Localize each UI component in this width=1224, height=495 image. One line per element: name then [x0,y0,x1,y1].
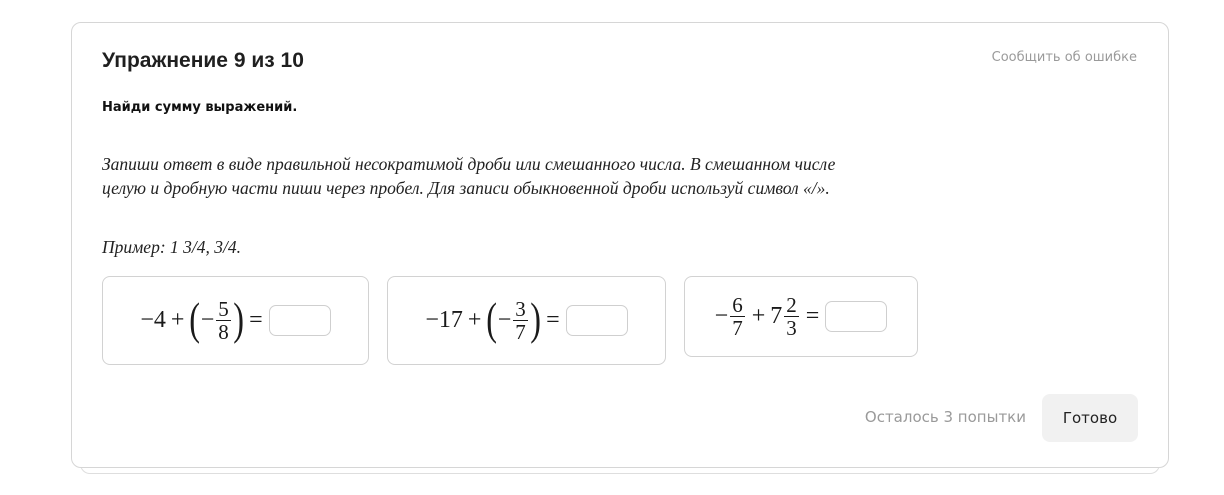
fraction-numerator: 6 [732,293,743,317]
fraction-numerator: 3 [515,297,526,321]
answer-example: Пример: 1 3/4, 3/4. [102,237,242,257]
problem-card-3 [684,276,918,357]
left-paren: ( [189,292,201,344]
exercise-title: Упражнение 9 из 10 [102,49,304,72]
fraction-numerator: 5 [218,297,229,321]
left-paren: ( [486,292,498,344]
fraction-numerator: 2 [786,293,797,317]
mixed-whole-part: 7 [770,303,783,329]
problem-card-2 [387,276,666,365]
fraction-denominator: 3 [786,316,797,340]
minus-sign: − [714,303,729,329]
equals-sign: = [805,303,820,329]
equals-sign: = [249,307,263,333]
fraction-denominator: 8 [218,320,229,344]
minus-sign: − [200,307,215,333]
right-paren: ) [233,292,244,344]
equals-sign: = [546,307,560,333]
task-statement: Найди сумму выражений. [102,100,298,115]
fraction [730,294,745,339]
minus-sign: − [497,307,512,333]
fraction-denominator: 7 [732,316,743,340]
problem-expression-2 [425,292,627,344]
fraction [216,298,231,343]
report-error-link[interactable]: Сообщить об ошибке [991,50,1137,65]
answer-input-1[interactable] [269,305,331,336]
term-integer: −17 [425,307,463,333]
answer-instructions: Запиши ответ в виде правильной несократимой дроби или смешанного числа. В смешанном числе целую и дробную части пиши через пробел. Для записи обыкновенной дроби используй символ «/». [102,154,836,198]
problem-expression-3 [715,294,888,339]
fraction-denominator: 7 [515,320,526,344]
problem-expression-1 [140,292,330,344]
term-integer: −4 [140,307,166,333]
problem-card-1 [102,276,369,365]
answer-input-2[interactable] [566,305,628,336]
fraction [513,298,528,343]
plus-sign: + [467,307,482,333]
submit-button[interactable]: Готово [1042,394,1138,442]
exercise-card [71,22,1169,468]
fraction [784,294,799,339]
right-paren: ) [530,292,541,344]
attempts-remaining: Осталось 3 попытки [864,408,1026,426]
plus-sign: + [170,307,185,333]
answer-input-3[interactable] [825,301,887,332]
plus-sign: + [751,303,766,329]
